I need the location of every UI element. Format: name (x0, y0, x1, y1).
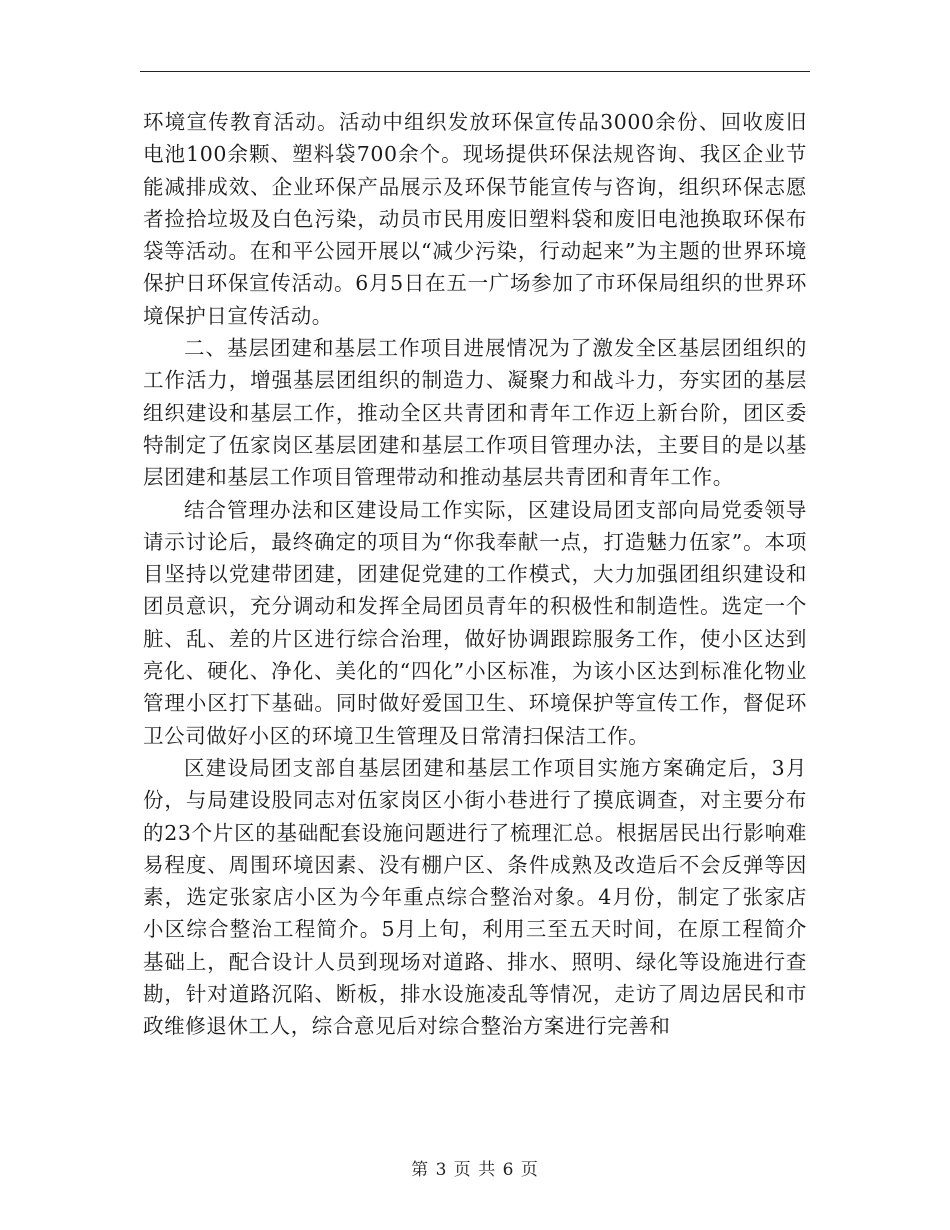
paragraph-implementation: 区建设局团支部自基层团建和基层工作项目实施方案确定后，3月份，与局建设股同志对伍家岗区小街小巷进行了摸底调查，对主要分布的23个片区的基础配套设施问题进行了梳理汇总。根据居民出行影响难易程度、周围环境因素、没有棚户区、条件成熟及改造后不会反弹等因素，选定张家店小区为今年重点综合整治对象。4月份，制定了张家店小区综合整治工程简介。5月上旬，利用三至五天时间，在原工程简介基础上，配合设计人员到现场对道路、排水、照明、绿化等设施进行查勘，针对道路沉陷、断板，排水设施凌乱等情况，走访了周边居民和市政维修退休工人，综合意见后对综合整治方案进行完善和 (143, 755, 807, 1039)
page-number: 第 3 页 共 6 页 (411, 1160, 539, 1180)
paragraph-continued: 环境宣传教育活动。活动中组织发放环保宣传品3000余份、回收废旧电池100余颗、塑料袋700余个。现场提供环保法规咨询、我区企业节能减排成效、企业环保产品展示及环保节能宣传与咨询，组织环保志愿者捡拾垃圾及白色污染，动员市民用废旧塑料袋和废旧电池换取环保布袋等活动。在和平公园开展以“减少污染，行动起来”为主题的世界环境保护日环保宣传活动。6月5日在五一广场参加了市环保局组织的世界环境保护日宣传活动。 (143, 110, 807, 328)
paragraph-section-two: 二、基层团建和基层工作项目进展情况为了激发全区基层团组织的工作活力，增强基层团组织的制造力、凝聚力和战斗力，夯实团的基层组织建设和基层工作，推动全区共青团和青年工作迈上新台阶，团区委特制定了伍家岗区基层团建和基层工作项目管理办法，主要目的是以基层团建和基层工作项目管理带动和推动基层共青团和青年工作。 (143, 336, 807, 490)
paragraph-project: 结合管理办法和区建设局工作实际，区建设局团支部向局党委领导请示讨论后，最终确定的项目为“你我奉献一点，打造魅力伍家”。本项目坚持以党建带团建，团建促党建的工作模式，大力加强团组织建设和团员意识，充分调动和发挥全局团员青年的积极性和制造性。选定一个脏、乱、差的片区进行综合治理，做好协调跟踪服务工作，使小区达到亮化、硬化、净化、美化的“四化”小区标准，为该小区达到标准化物业管理小区打下基础。同时做好爱国卫生、环境保护等宣传工作，督促环卫公司做好小区的环境卫生管理及日常清扫保洁工作。 (143, 497, 807, 748)
document-body (143, 106, 807, 1043)
header-divider (140, 71, 810, 72)
